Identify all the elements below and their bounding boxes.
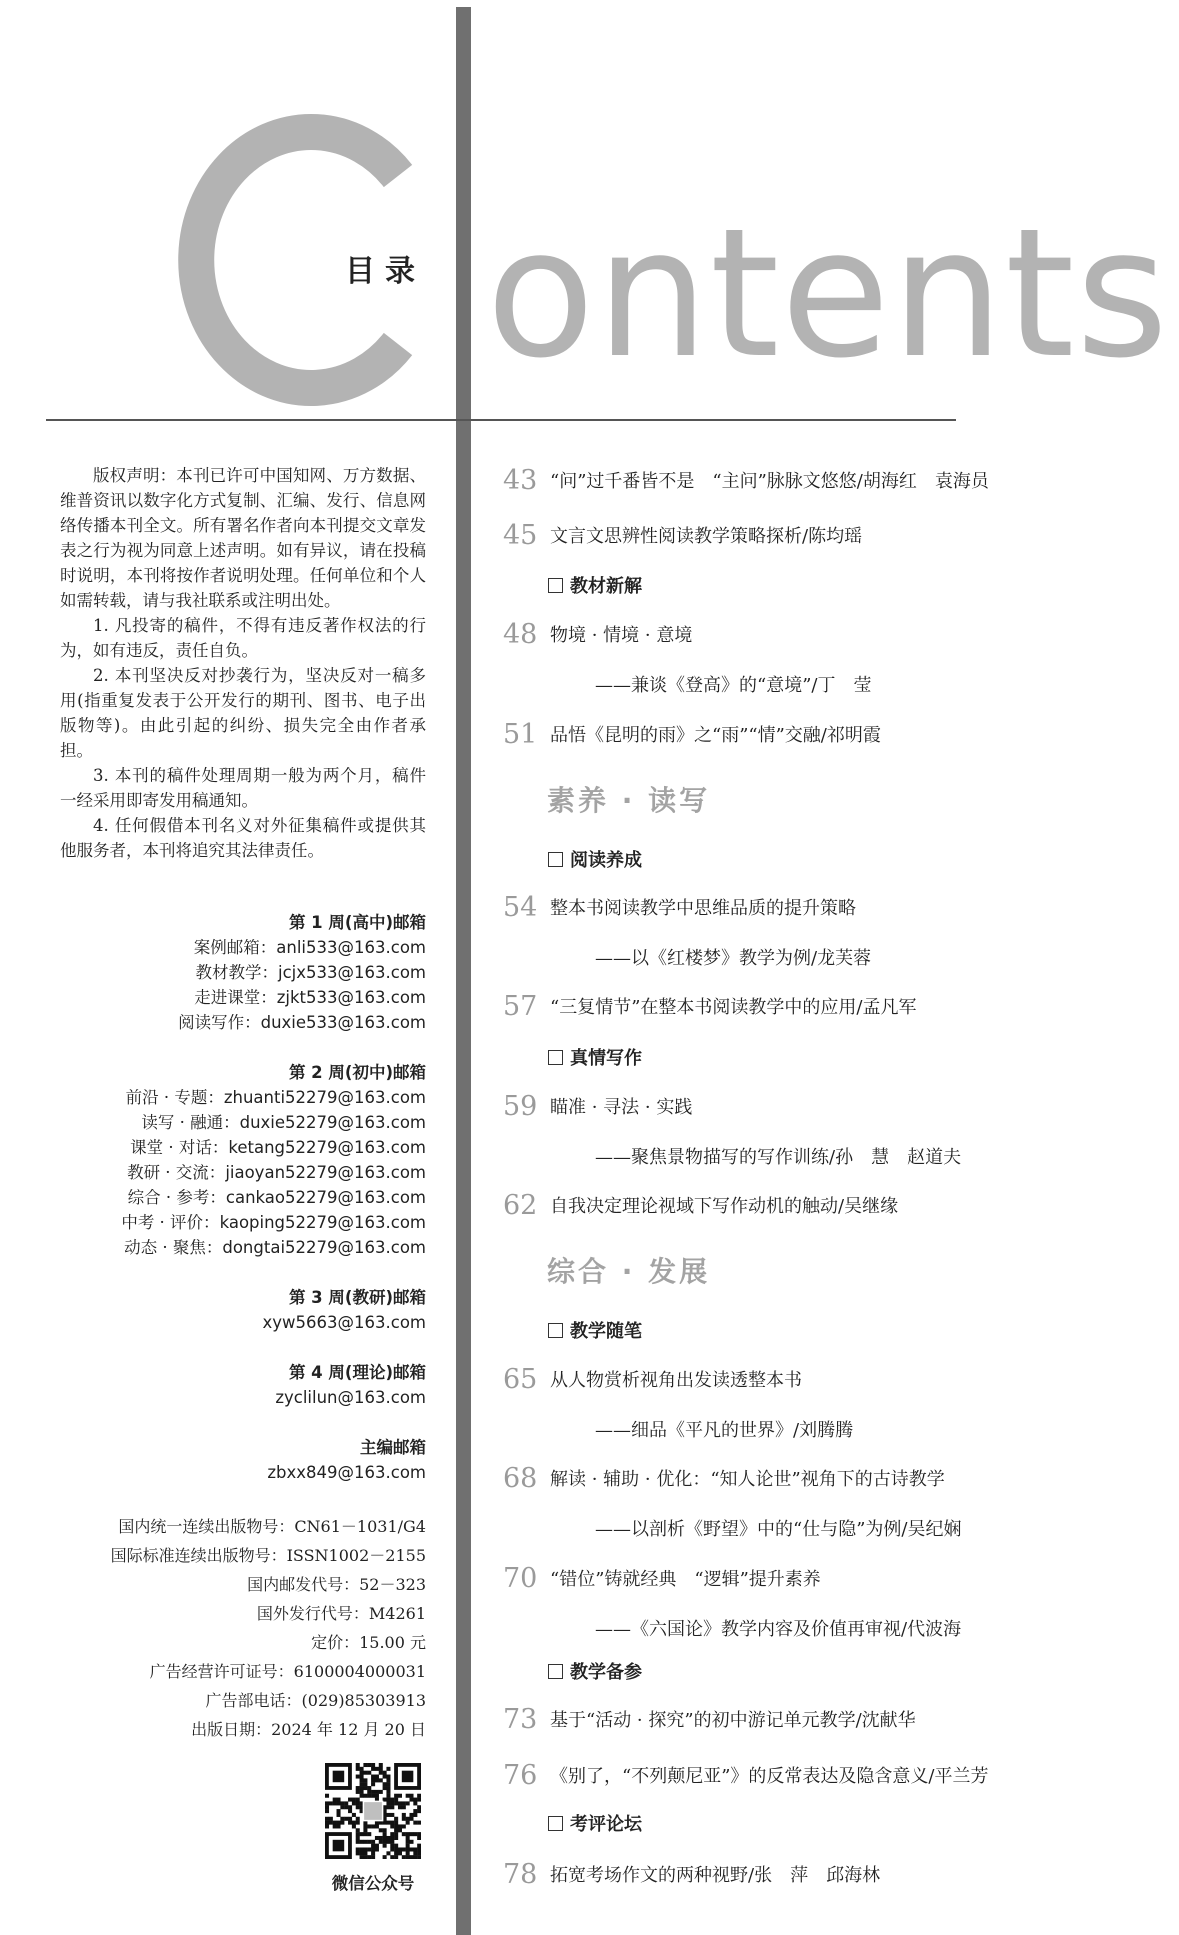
article-subtitle: ——细品《平凡的世界》/刘腾腾 [595,1420,854,1441]
mailbox-email[interactable]: kaoping52279@163.com [219,1213,426,1232]
cn-title: 目录 [345,254,425,289]
article-title: 品悟《昆明的雨》之“雨”“情”交融/祁明霞 [550,725,881,746]
mailbox-line [121,1085,426,1110]
mailbox-email[interactable]: zjkt533@163.com [276,988,426,1007]
article-title: “三复情节”在整本书阅读教学中的应用/孟凡军 [550,997,917,1018]
page-number: 70 [503,1563,538,1594]
page-number: 73 [503,1704,538,1735]
section-label: 阅读养成 [570,850,642,871]
mailbox-key: 读写 · 融通： [141,1113,240,1132]
mailbox-email[interactable]: duxie533@163.com [260,1013,426,1032]
mailbox-line [178,985,426,1010]
mailbox-key: 前沿 · 专题： [125,1088,224,1107]
page-number: 65 [503,1364,538,1395]
article-title: 从人物赏析视角出发读透整本书 [550,1370,802,1391]
page-number: 78 [503,1859,538,1890]
mailbox-line [267,1460,426,1485]
mailbox-key: 教研 · 交流： [127,1163,226,1182]
article-title: 拓宽考场作文的两种视野/张 萍 邱海林 [550,1865,881,1886]
mailbox-email[interactable]: zyclilun@163.com [275,1388,426,1407]
contents-word: ontents [486,190,1170,397]
mailbox-email[interactable]: jcjx533@163.com [278,963,426,982]
copyright-para: 1. 凡投寄的稿件，不得有违反著作权法的行为，如有违反，责任自负。 [60,616,426,660]
copyright-para: 4. 任何假借本刊名义对外征集稿件或提供其他服务者，本刊将追究其法律责任。 [60,816,426,860]
copyright-notice [60,463,426,863]
article-subtitle: ——《六国论》教学内容及价值再审视/代波海 [595,1619,962,1640]
mailbox-key: 动态 · 聚焦： [124,1238,223,1257]
mailbox-email[interactable]: anli533@163.com [276,938,426,957]
page-number: 48 [503,619,538,650]
section-heading [548,574,642,600]
article-title: 瞄准 · 寻法 · 实践 [550,1097,693,1118]
section-label: 教学备参 [570,1662,642,1683]
mailbox-key: 教材教学： [195,963,279,982]
mailbox-heading: 第 3 周(教研)邮箱 [288,1288,426,1307]
square-bullet-icon [548,1816,563,1831]
mailbox-week2 [121,1060,426,1260]
mailbox-week1 [178,910,426,1035]
section-heading [548,1319,642,1345]
mailbox-email[interactable]: zhuanti52279@163.com [223,1088,426,1107]
pubinfo-line: 定价：15.00 元 [311,1633,426,1652]
mailbox-editor [267,1435,426,1485]
mailbox-key: 中考 · 评价： [121,1213,220,1232]
page-number: 76 [503,1760,538,1791]
mailbox-line [121,1185,426,1210]
copyright-para: 3. 本刊的稿件处理周期一般为两个月，稿件一经采用即寄发用稿通知。 [60,766,426,810]
page-number: 51 [503,719,538,750]
mailbox-line [275,1385,426,1410]
copyright-para: 2. 本刊坚决反对抄袭行为，坚决反对一稿多用(指重复发表于公开发行的期刊、图书、电子出版物等)。由此引起的纠纷、损失完全由作者承担。 [60,666,426,760]
article-title: 解读 · 辅助 · 优化：“知人论世”视角下的古诗教学 [550,1469,945,1490]
vertical-divider [456,7,471,1935]
mailbox-line [178,935,426,960]
mailbox-line [121,1110,426,1135]
article-title: 基于“活动 · 探究”的初中游记单元教学/沈献华 [550,1710,916,1731]
article-subtitle: ——以《红楼梦》教学为例/龙芙蓉 [595,948,872,969]
copyright-para: 版权声明：本刊已许可中国知网、万方数据、维普资讯以数字化方式复制、汇编、发行、信息网络传播本刊全文。所有署名作者向本刊提交文章发表之行为视为同意上述声明。如有异议，请在投稿时说明，本刊将按作者说明处理。任何单位和个人如需转载，请与我社联系或注明出处。 [60,466,426,610]
square-bullet-icon [548,578,563,593]
page-number: 59 [503,1091,538,1122]
square-bullet-icon [548,1323,563,1338]
mailbox-email[interactable]: jiaoyan52279@163.com [225,1163,426,1182]
article-title: 物境 · 情境 · 意境 [550,625,693,646]
pubinfo-line: 国际标准连续出版物号：ISSN1002－2155 [110,1546,426,1565]
article-title: 文言文思辨性阅读教学策略探析/陈均瑶 [550,526,863,547]
article-title: 《别了，“不列颠尼亚”》的反常表达及隐含意义/平兰芳 [550,1766,989,1787]
qr-code-icon[interactable] [325,1763,421,1859]
section-label: 真情写作 [570,1048,642,1069]
mailbox-heading: 第 2 周(初中)邮箱 [288,1063,426,1082]
qr-label: 微信公众号 [331,1874,415,1893]
page-number: 54 [503,892,538,923]
page-number: 45 [503,520,538,551]
pubinfo-line: 出版日期：2024 年 12 月 20 日 [191,1720,426,1739]
mailbox-email[interactable]: zbxx849@163.com [267,1463,426,1482]
mailbox-week4 [275,1360,426,1410]
section-heading [548,1660,642,1686]
mailbox-line [178,1010,426,1035]
page-number: 62 [503,1190,538,1221]
page-number: 68 [503,1463,538,1494]
article-title: 自我决定理论视域下写作动机的触动/吴继缘 [550,1196,899,1217]
mailbox-heading: 主编邮箱 [360,1438,426,1457]
article-title: “问”过千番皆不是 “主问”脉脉文悠悠/胡海红 袁海员 [550,471,989,492]
pubinfo-line: 广告经营许可证号：6100004000031 [149,1662,426,1681]
pubinfo-line: 国内统一连续出版物号：CN61－1031/G4 [118,1517,426,1536]
section-label: 教学随笔 [570,1321,642,1342]
section-heading [548,1046,642,1072]
mailbox-week3 [263,1285,427,1335]
mailbox-line [121,1135,426,1160]
mailbox-email[interactable]: dongtai52279@163.com [222,1238,426,1257]
mailbox-heading: 第 4 周(理论)邮箱 [288,1363,426,1382]
mailbox-line [121,1235,426,1260]
square-bullet-icon [548,1664,563,1679]
mailbox-email[interactable]: xyw5663@163.com [262,1313,426,1332]
section-label: 考评论坛 [570,1814,642,1835]
mailbox-line [121,1210,426,1235]
square-bullet-icon [548,852,563,867]
mailbox-email[interactable]: duxie52279@163.com [239,1113,426,1132]
mailbox-email[interactable]: ketang52279@163.com [228,1138,426,1157]
mailbox-key: 综合 · 参考： [127,1188,226,1207]
mailbox-line [178,960,426,985]
square-bullet-icon [548,1050,563,1065]
mailbox-line [121,1160,426,1185]
article-title: “错位”铸就经典 “逻辑”提升素养 [550,1569,821,1590]
section-label: 教材新解 [570,576,642,597]
section-heading [548,1812,642,1838]
section-heading [548,848,642,874]
mailbox-key: 走进课堂： [194,988,277,1007]
pubinfo-line: 国外发行代号：M4261 [256,1604,426,1623]
article-title: 整本书阅读教学中思维品质的提升策略 [550,898,856,919]
column-band-heading: 综合 · 发展 [547,1255,711,1288]
page-number: 57 [503,991,538,1022]
mailbox-line [263,1310,427,1335]
column-band-heading: 素养 · 读写 [547,784,711,817]
mailbox-email[interactable]: cankao52279@163.com [225,1188,426,1207]
publication-info [111,1512,426,1744]
mailbox-key: 案例邮箱： [193,938,277,957]
mailbox-heading: 第 1 周(高中)邮箱 [288,913,426,932]
article-subtitle: ——聚焦景物描写的写作训练/孙 慧 赵道夫 [595,1147,962,1168]
page-number: 43 [503,465,538,496]
article-subtitle: ——兼谈《登高》的“意境”/丁 莹 [595,675,872,696]
header-rule [46,419,956,421]
pubinfo-line: 国内邮发代号：52－323 [247,1575,426,1594]
mailbox-key: 阅读写作： [178,1013,261,1032]
mailbox-key: 课堂 · 对话： [130,1138,229,1157]
pubinfo-line: 广告部电话：(029)85303913 [205,1691,426,1710]
article-subtitle: ——以剖析《野望》中的“仕与隐”为例/吴纪娴 [595,1519,962,1540]
